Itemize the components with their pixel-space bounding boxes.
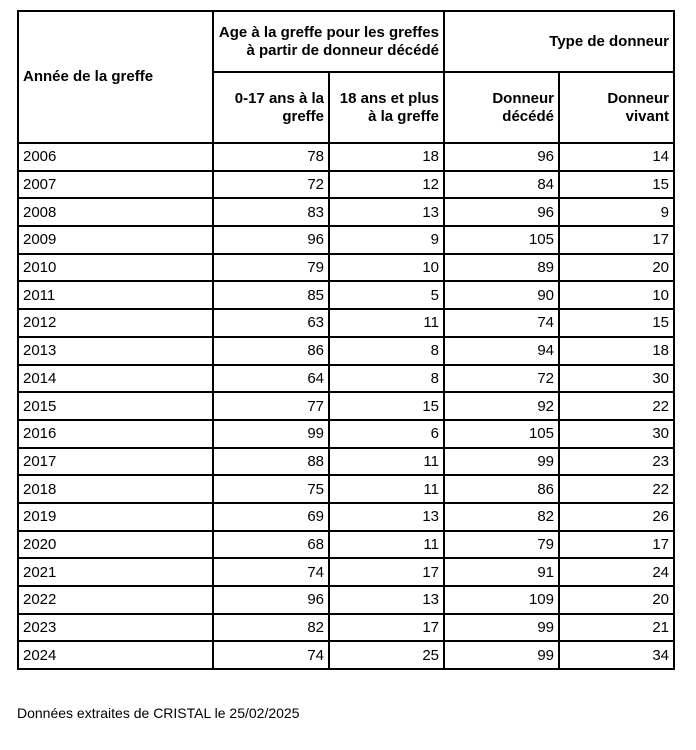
value-cell: 79 — [444, 531, 559, 559]
value-cell: 78 — [213, 143, 329, 171]
value-cell: 82 — [444, 503, 559, 531]
year-cell: 2018 — [18, 475, 213, 503]
value-cell: 74 — [213, 558, 329, 586]
table-row — [18, 281, 674, 309]
table-row — [18, 475, 674, 503]
value-cell: 84 — [444, 171, 559, 199]
value-cell: 30 — [559, 365, 674, 393]
value-cell: 13 — [329, 586, 444, 614]
corner-header-annee: Année de la greffe — [18, 11, 213, 143]
table-row — [18, 309, 674, 337]
year-cell: 2016 — [18, 420, 213, 448]
sub-header-donneur-vivant: Donneur vivant — [559, 72, 674, 143]
value-cell: 18 — [329, 143, 444, 171]
value-cell: 79 — [213, 254, 329, 282]
sub-header-0-17-ans: 0-17 ans à la greffe — [213, 72, 329, 143]
year-cell: 2008 — [18, 198, 213, 226]
value-cell: 77 — [213, 392, 329, 420]
value-cell: 12 — [329, 171, 444, 199]
value-cell: 105 — [444, 420, 559, 448]
value-cell: 91 — [444, 558, 559, 586]
value-cell: 8 — [329, 365, 444, 393]
value-cell: 96 — [444, 143, 559, 171]
value-cell: 99 — [444, 641, 559, 669]
value-cell: 22 — [559, 392, 674, 420]
value-cell: 99 — [444, 448, 559, 476]
value-cell: 15 — [329, 392, 444, 420]
value-cell: 30 — [559, 420, 674, 448]
year-cell: 2009 — [18, 226, 213, 254]
value-cell: 72 — [213, 171, 329, 199]
value-cell: 105 — [444, 226, 559, 254]
value-cell: 99 — [444, 614, 559, 642]
value-cell: 20 — [559, 586, 674, 614]
table-row — [18, 614, 674, 642]
value-cell: 64 — [213, 365, 329, 393]
year-cell: 2023 — [18, 614, 213, 642]
value-cell: 10 — [559, 281, 674, 309]
value-cell: 74 — [444, 309, 559, 337]
table-row — [18, 503, 674, 531]
value-cell: 63 — [213, 309, 329, 337]
sub-header-18-ans-plus: 18 ans et plus à la greffe — [329, 72, 444, 143]
value-cell: 89 — [444, 254, 559, 282]
table-row — [18, 558, 674, 586]
value-cell: 99 — [213, 420, 329, 448]
value-cell: 72 — [444, 365, 559, 393]
table-body — [18, 143, 674, 669]
value-cell: 20 — [559, 254, 674, 282]
group-header-age: Age à la greffe pour les greffes à partir de donneur décédé — [213, 11, 444, 72]
year-cell: 2024 — [18, 641, 213, 669]
table-row — [18, 337, 674, 365]
table-row — [18, 254, 674, 282]
value-cell: 11 — [329, 531, 444, 559]
table-row — [18, 198, 674, 226]
value-cell: 24 — [559, 558, 674, 586]
value-cell: 9 — [329, 226, 444, 254]
value-cell: 14 — [559, 143, 674, 171]
value-cell: 83 — [213, 198, 329, 226]
value-cell: 88 — [213, 448, 329, 476]
value-cell: 15 — [559, 309, 674, 337]
value-cell: 75 — [213, 475, 329, 503]
table-row — [18, 365, 674, 393]
table-row — [18, 171, 674, 199]
table-row — [18, 420, 674, 448]
value-cell: 34 — [559, 641, 674, 669]
value-cell: 26 — [559, 503, 674, 531]
value-cell: 17 — [329, 558, 444, 586]
value-cell: 22 — [559, 475, 674, 503]
value-cell: 85 — [213, 281, 329, 309]
value-cell: 74 — [213, 641, 329, 669]
value-cell: 82 — [213, 614, 329, 642]
year-cell: 2019 — [18, 503, 213, 531]
value-cell: 11 — [329, 309, 444, 337]
table-row — [18, 531, 674, 559]
footer-note: Données extraites de CRISTAL le 25/02/2025 — [17, 705, 300, 721]
table-row — [18, 392, 674, 420]
table-row — [18, 143, 674, 171]
year-cell: 2021 — [18, 558, 213, 586]
table-row — [18, 226, 674, 254]
value-cell: 23 — [559, 448, 674, 476]
value-cell: 96 — [213, 586, 329, 614]
year-cell: 2006 — [18, 143, 213, 171]
group-header-row — [18, 11, 674, 72]
value-cell: 68 — [213, 531, 329, 559]
value-cell: 11 — [329, 475, 444, 503]
table-row — [18, 586, 674, 614]
year-cell: 2014 — [18, 365, 213, 393]
year-cell: 2010 — [18, 254, 213, 282]
table-row — [18, 448, 674, 476]
value-cell: 69 — [213, 503, 329, 531]
year-cell: 2020 — [18, 531, 213, 559]
table-row — [18, 641, 674, 669]
value-cell: 18 — [559, 337, 674, 365]
year-cell: 2012 — [18, 309, 213, 337]
value-cell: 21 — [559, 614, 674, 642]
year-cell: 2017 — [18, 448, 213, 476]
value-cell: 92 — [444, 392, 559, 420]
year-cell: 2011 — [18, 281, 213, 309]
value-cell: 9 — [559, 198, 674, 226]
value-cell: 17 — [559, 531, 674, 559]
sub-header-donneur-decede: Donneur décédé — [444, 72, 559, 143]
value-cell: 17 — [329, 614, 444, 642]
value-cell: 10 — [329, 254, 444, 282]
value-cell: 13 — [329, 198, 444, 226]
year-cell: 2013 — [18, 337, 213, 365]
value-cell: 109 — [444, 586, 559, 614]
year-cell: 2007 — [18, 171, 213, 199]
value-cell: 86 — [213, 337, 329, 365]
greffe-table — [17, 10, 675, 670]
value-cell: 86 — [444, 475, 559, 503]
value-cell: 6 — [329, 420, 444, 448]
year-cell: 2015 — [18, 392, 213, 420]
value-cell: 96 — [444, 198, 559, 226]
value-cell: 25 — [329, 641, 444, 669]
value-cell: 13 — [329, 503, 444, 531]
value-cell: 17 — [559, 226, 674, 254]
value-cell: 15 — [559, 171, 674, 199]
value-cell: 11 — [329, 448, 444, 476]
table-header — [18, 11, 674, 143]
value-cell: 8 — [329, 337, 444, 365]
value-cell: 5 — [329, 281, 444, 309]
group-header-type-donneur: Type de donneur — [444, 11, 674, 72]
value-cell: 94 — [444, 337, 559, 365]
value-cell: 96 — [213, 226, 329, 254]
value-cell: 90 — [444, 281, 559, 309]
year-cell: 2022 — [18, 586, 213, 614]
